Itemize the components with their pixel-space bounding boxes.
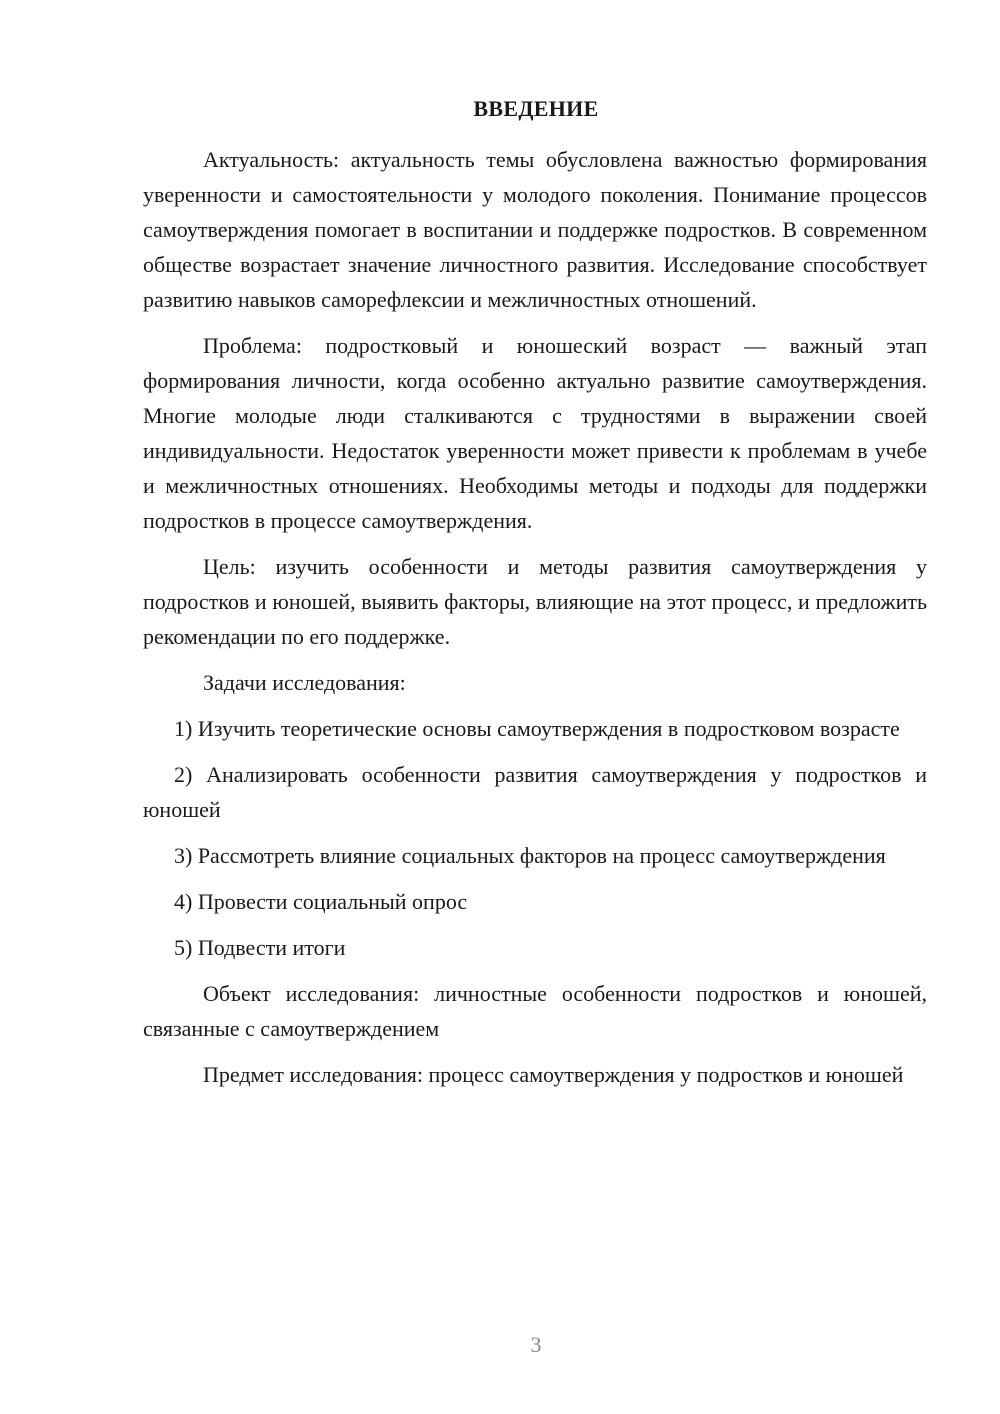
page-number: 3 [530,1332,542,1357]
task-item-2: 2) Анализировать особенности развития самоутверждения у подростков и юношей [143,762,927,822]
research-subject-paragraph: Предмет исследования: процесс самоутверждения у подростков и юношей [203,1062,904,1087]
task-item-5: 5) Подвести итоги [174,935,346,960]
document-body [143,142,927,1103]
task-item-3: 3) Рассмотреть влияние социальных факторов на процесс самоутверждения [174,843,886,868]
goal-paragraph: Цель: изучить особенности и методы развития самоутверждения у подростков и юношей, выявить факторы, влияющие на этот процесс, и предложить рекомендации по его поддержке. [143,554,927,649]
task-item-1: 1) Изучить теоретические основы самоутверждения в подростковом возрасте [174,716,900,741]
relevance-paragraph: Актуальность: актуальность темы обусловлена важностью формирования уверенности и самостоятельности у молодого поколения. Понимание процессов самоутверждения помогает в воспитании и поддержке подростков. В современном обществе возрастает значение личностного развития. Исследование способствует развитию навыков саморефлексии и межличностных отношений. [143,147,927,312]
task-item-4: 4) Провести социальный опрос [174,889,468,914]
problem-paragraph: Проблема: подростковый и юношеский возраст — важный этап формирования личности, когда особенно актуально развитие самоутверждения. Многие молодые люди сталкиваются с трудностями в выражении своей индивидуальности. Недостаток уверенности может привести к проблемам в учебе и межличностных отношениях. Необходимы методы и подходы для поддержки подростков в процессе самоутверждения. [143,333,927,533]
section-title: ВВЕДЕНИЕ [473,96,599,121]
tasks-heading: Задачи исследования: [203,670,406,695]
research-object-paragraph: Объект исследования: личностные особенности подростков и юношей, связанные с самоутверждением [143,981,927,1041]
